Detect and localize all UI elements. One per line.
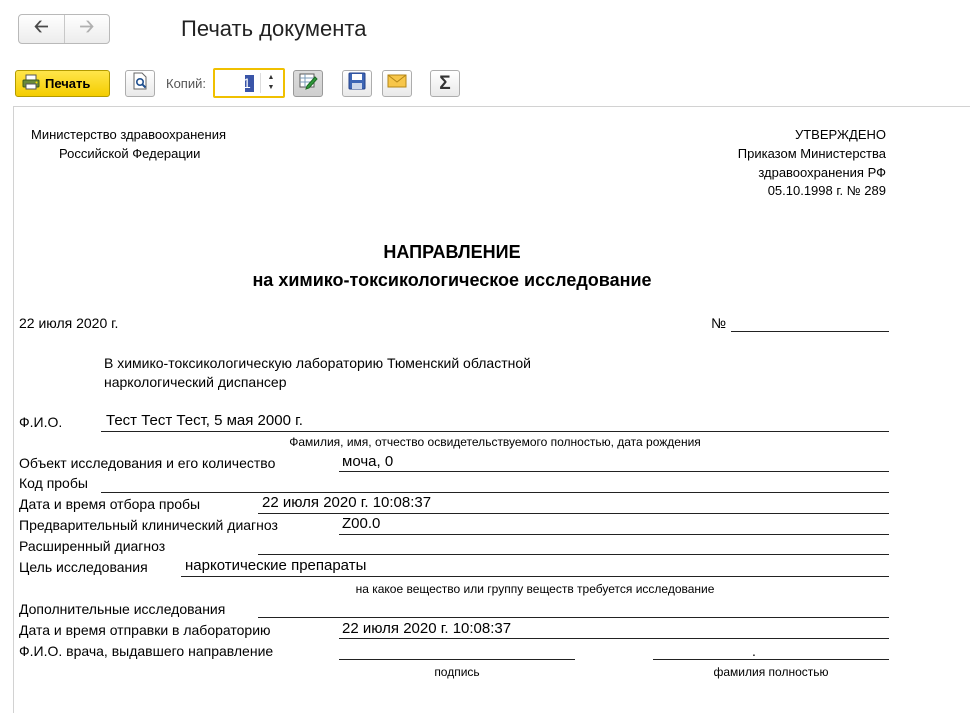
- edit-document-button[interactable]: [293, 70, 323, 97]
- print-label: Печать: [45, 76, 91, 91]
- document-heading: НАПРАВЛЕНИЕ: [383, 242, 521, 262]
- nav-group: [18, 14, 110, 44]
- doctor-label: Ф.И.О. врача, выдавшего направление: [19, 643, 274, 659]
- fullname-hint: фамилия полностью: [713, 665, 829, 679]
- spin-buttons[interactable]: [264, 73, 278, 93]
- ministry-line-1: Министерство здравоохранения: [31, 127, 226, 142]
- fio-line: [101, 431, 889, 432]
- arrow-right-icon: 🡢: [79, 16, 95, 36]
- spin-down-icon[interactable]: ▼: [267, 84, 275, 91]
- save-button[interactable]: [342, 70, 372, 97]
- arrow-left-icon: 🡠: [33, 16, 49, 36]
- copies-stepper[interactable]: [213, 68, 285, 98]
- sample-datetime-value: 22 июля 2020 г. 10:08:37: [262, 494, 432, 511]
- fullname-line: [653, 659, 889, 660]
- sample-datetime-label: Дата и время отбора пробы: [19, 496, 201, 512]
- doctor-mark: .: [752, 643, 756, 659]
- preview-button[interactable]: [125, 70, 155, 97]
- copies-label: Копий:: [166, 76, 206, 91]
- approved-line-3: здравоохранения РФ: [758, 165, 886, 180]
- additional-line: [258, 617, 889, 618]
- sample-code-line: [101, 492, 889, 493]
- signature-line: [339, 659, 575, 660]
- send-datetime-label: Дата и время отправки в лабораторию: [19, 622, 271, 638]
- prelim-diag-label: Предварительный клинический диагноз: [19, 517, 278, 533]
- purpose-hint: на какое вещество или группу веществ требуется исследование: [355, 582, 715, 596]
- additional-label: Дополнительные исследования: [19, 601, 226, 617]
- signature-hint: подпись: [434, 665, 480, 679]
- number-label: №: [711, 315, 727, 331]
- ext-diag-label: Расширенный диагноз: [19, 538, 166, 554]
- purpose-line: [181, 576, 889, 577]
- object-value: моча, 0: [342, 453, 394, 470]
- approved-line-4: 05.10.1998 г. № 289: [767, 183, 886, 198]
- back-button[interactable]: [19, 15, 64, 43]
- prelim-diag-line: [339, 534, 889, 535]
- printer-icon: [22, 74, 40, 93]
- send-datetime-value: 22 июля 2020 г. 10:08:37: [342, 620, 512, 637]
- lab-line-1: В химико-токсикологическую лабораторию Тюменский областной: [104, 355, 531, 371]
- approved-line-1: УТВЕРЖДЕНО: [794, 127, 886, 142]
- document-left-border: [13, 106, 14, 713]
- page-title: Печать документа: [181, 16, 367, 41]
- document-top-border: [13, 106, 970, 107]
- sum-button[interactable]: [430, 70, 460, 97]
- number-line: [731, 331, 889, 332]
- sample-datetime-line: [258, 513, 889, 514]
- fio-hint: Фамилия, имя, отчество освидетельствуемого полностью, дата рождения: [289, 435, 701, 449]
- ministry-line-2: Российской Федерации: [59, 146, 201, 161]
- sample-code-label: Код пробы: [19, 475, 88, 491]
- approved-line-2: Приказом Министерства: [737, 146, 886, 161]
- spin-up-icon[interactable]: ▲: [267, 74, 275, 81]
- document-subheading: на химико-токсикологическое исследование: [252, 270, 652, 290]
- spin-divider: [260, 73, 261, 93]
- print-button[interactable]: [15, 70, 110, 97]
- lab-line-2: наркологический диспансер: [104, 374, 287, 390]
- forward-button[interactable]: [64, 15, 110, 43]
- document-date: 22 июля 2020 г.: [19, 315, 119, 331]
- mail-icon: [387, 73, 407, 94]
- sum-icon: Σ: [439, 72, 451, 94]
- prelim-diag-value: Z00.0: [342, 515, 381, 532]
- object-line: [339, 471, 889, 472]
- object-label: Объект исследования и его количество: [19, 455, 276, 471]
- ext-diag-line: [258, 554, 889, 555]
- fio-value: Тест Тест Тест, 5 мая 2000 г.: [106, 412, 303, 429]
- fio-label: Ф.И.О.: [19, 414, 63, 430]
- purpose-label: Цель исследования: [19, 559, 148, 575]
- edit-document-icon: [298, 72, 318, 95]
- send-datetime-line: [339, 638, 889, 639]
- purpose-value: наркотические препараты: [185, 557, 367, 574]
- send-email-button[interactable]: [382, 70, 412, 97]
- save-icon: [348, 72, 366, 95]
- preview-icon: [131, 72, 149, 95]
